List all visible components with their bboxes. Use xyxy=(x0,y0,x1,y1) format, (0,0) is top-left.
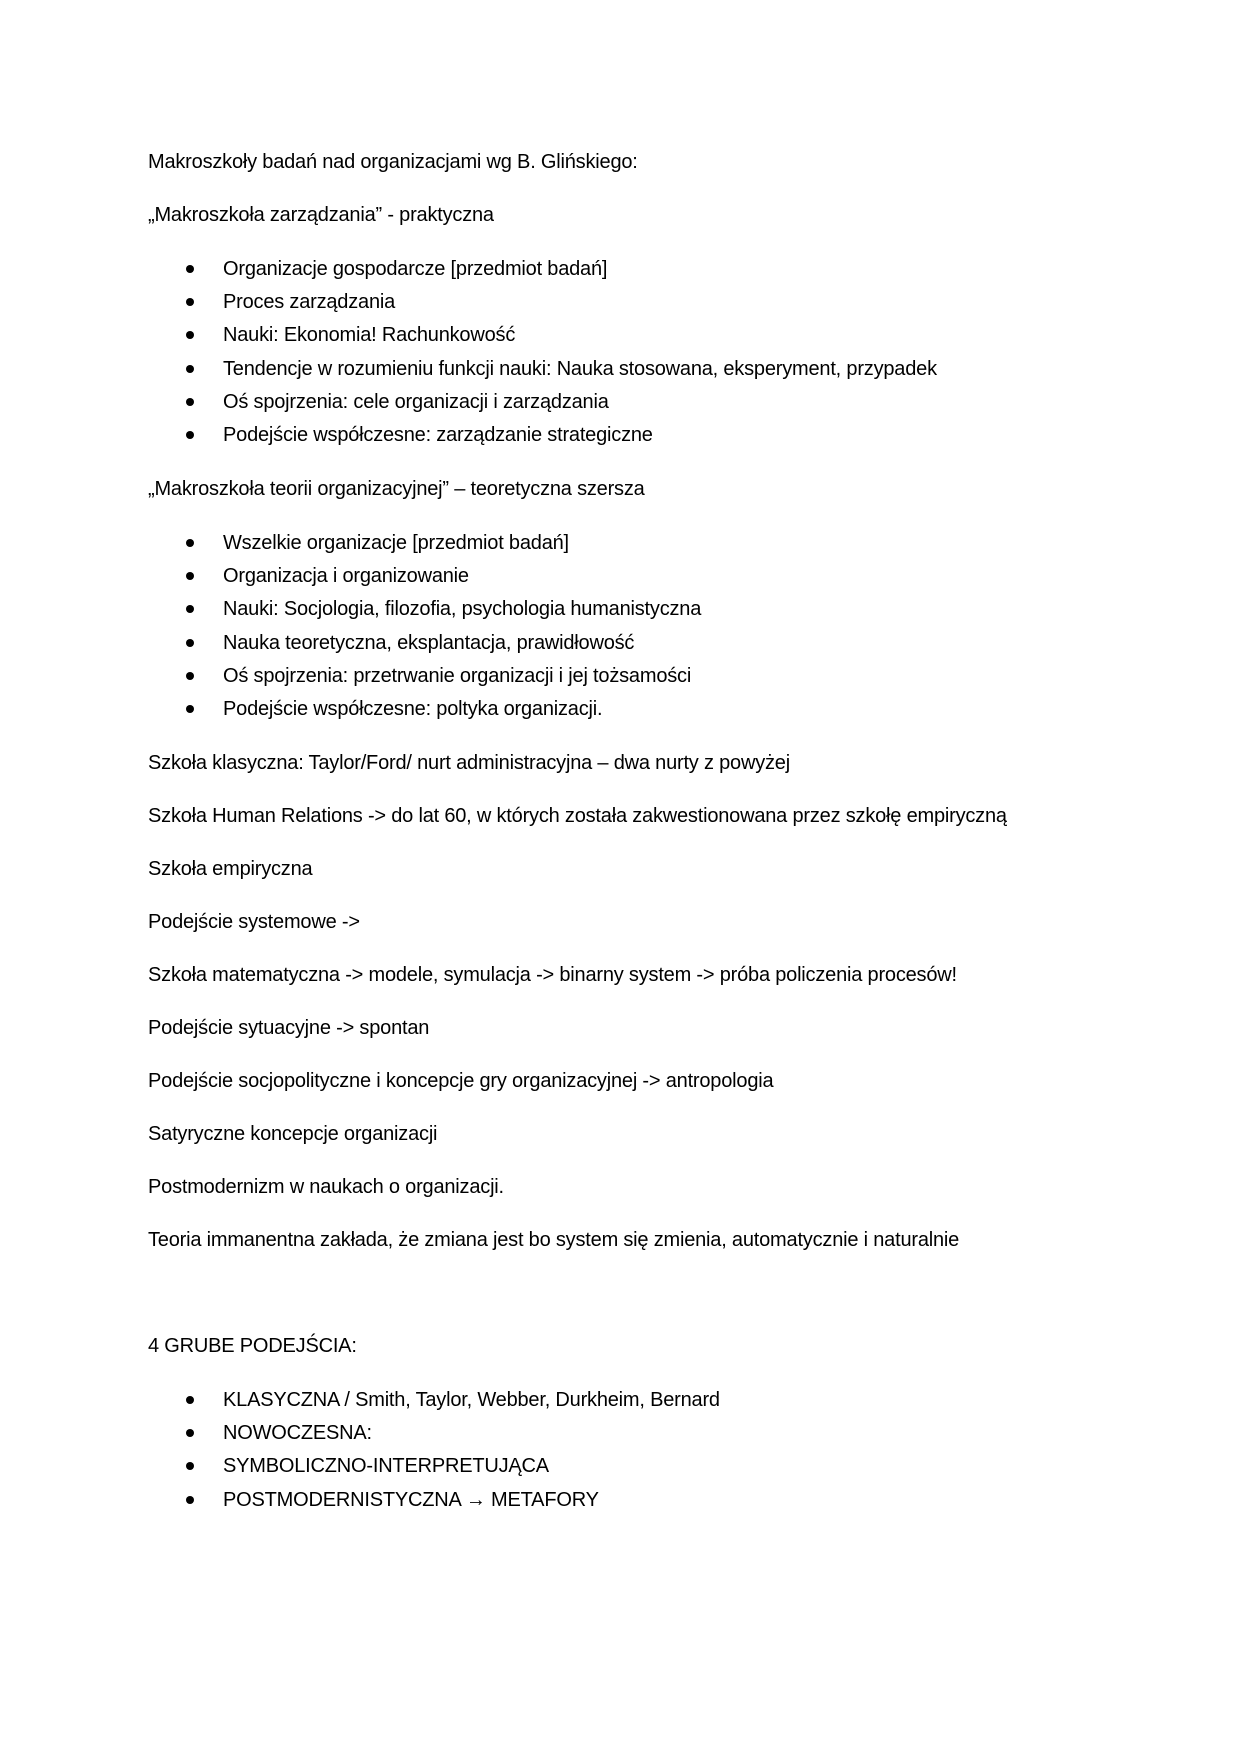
bullet-dot xyxy=(186,639,194,647)
bullet-dot xyxy=(186,539,194,547)
list-item: Organizacja i organizowanie xyxy=(223,565,469,587)
list-item: Oś spojrzenia: cele organizacji i zarządzania xyxy=(223,391,609,413)
paragraph: Podejście sytuacyjne -> spontan xyxy=(148,1017,430,1039)
list-item: NOWOCZESNA: xyxy=(223,1422,372,1444)
bullet-dot xyxy=(186,365,194,373)
list-item: Podejście współczesne: poltyka organizacji. xyxy=(223,698,603,720)
list-item: Wszelkie organizacje [przedmiot badań] xyxy=(223,532,569,554)
bullet-dot xyxy=(186,398,194,406)
list-item: Nauka teoretyczna, eksplantacja, prawidłowość xyxy=(223,632,635,654)
list-item: KLASYCZNA / Smith, Taylor, Webber, Durkheim, Bernard xyxy=(223,1389,720,1411)
list-item: Organizacje gospodarcze [przedmiot badań] xyxy=(223,258,608,280)
bullet-dot xyxy=(186,605,194,613)
bullet-dot xyxy=(186,265,194,273)
bullet-dot xyxy=(186,1496,194,1504)
list-item: Tendencje w rozumieniu funkcji nauki: Nauka stosowana, eksperyment, przypadek xyxy=(223,358,937,380)
bullet-dot xyxy=(186,1429,194,1437)
list-item: Oś spojrzenia: przetrwanie organizacji i jej tożsamości xyxy=(223,665,692,687)
bullet-dot xyxy=(186,431,194,439)
bullet-dot xyxy=(186,705,194,713)
bullet-dot xyxy=(186,572,194,580)
document-heading: Makroszkoły badań nad organizacjami wg B. Glińskiego: xyxy=(148,151,638,173)
bullet-dot xyxy=(186,1462,194,1470)
bullet-dot xyxy=(186,672,194,680)
list-item: Proces zarządzania xyxy=(223,291,396,313)
paragraph: Postmodernizm w naukach o organizacji. xyxy=(148,1176,504,1198)
list-item: POSTMODERNISTYCZNA → METAFORY xyxy=(223,1489,599,1511)
list-item: Nauki: Ekonomia! Rachunkowość xyxy=(223,324,516,346)
section-title: „Makroszkoła zarządzania” - praktyczna xyxy=(148,204,494,226)
paragraph: Szkoła empiryczna xyxy=(148,858,313,880)
paragraph: Teoria immanentna zakłada, że zmiana jest bo system się zmienia, automatycznie i naturalnie xyxy=(148,1229,960,1251)
paragraph: Szkoła matematyczna -> modele, symulacja -> binarny system -> próba policzenia procesów! xyxy=(148,964,957,986)
section-title: „Makroszkoła teorii organizacyjnej” – teoretyczna szersza xyxy=(148,478,645,500)
paragraph: Podejście systemowe -> xyxy=(148,911,360,933)
paragraph: Satyryczne koncepcje organizacji xyxy=(148,1123,438,1145)
list-item: SYMBOLICZNO-INTERPRETUJĄCA xyxy=(223,1455,549,1477)
list-item: Podejście współczesne: zarządzanie strategiczne xyxy=(223,424,653,446)
paragraph: Podejście socjopolityczne i koncepcje gry organizacyjnej -> antropologia xyxy=(148,1070,774,1092)
bullet-dot xyxy=(186,331,194,339)
paragraph: Szkoła Human Relations -> do lat 60, w których została zakwestionowana przez szkołę empiryczną xyxy=(148,805,1007,827)
bullet-dot xyxy=(186,298,194,306)
list-item: Nauki: Socjologia, filozofia, psychologia humanistyczna xyxy=(223,598,702,620)
section-title: 4 GRUBE PODEJŚCIA: xyxy=(148,1335,357,1357)
paragraph: Szkoła klasyczna: Taylor/Ford/ nurt administracyjna – dwa nurty z powyżej xyxy=(148,752,790,774)
bullet-dot xyxy=(186,1396,194,1404)
